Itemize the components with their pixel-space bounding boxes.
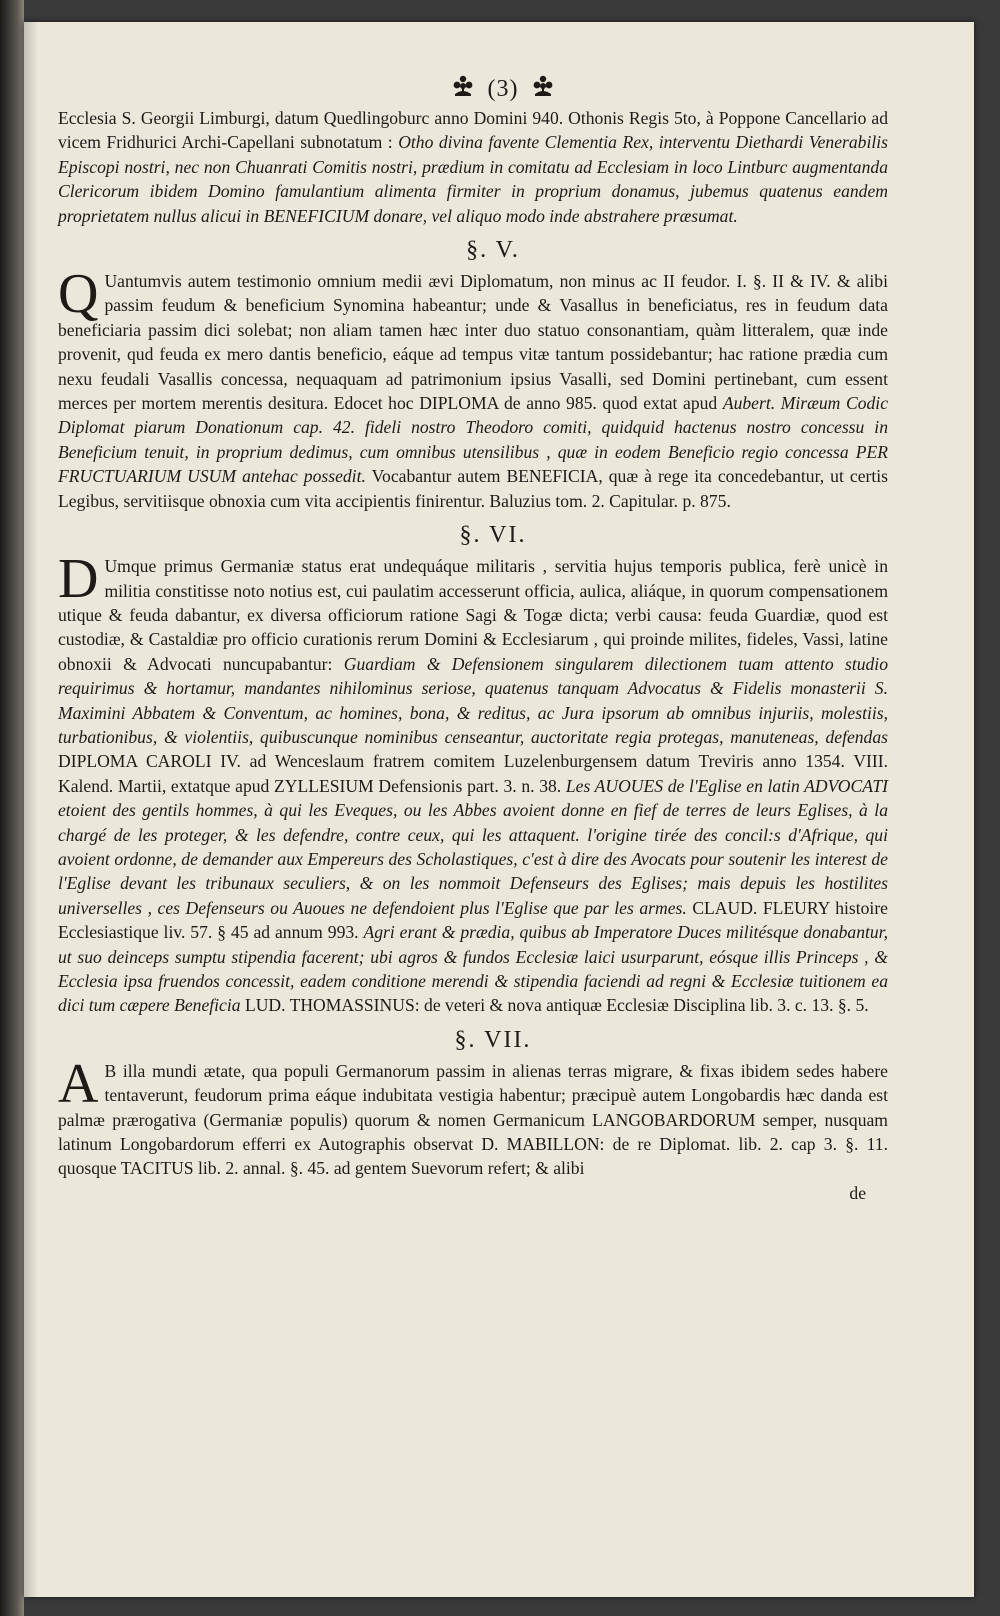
section-6-citation-2: CLAUD. FLEURY histoire Ecclesiastique liv. 57. § 45 ad annum 993. (58, 897, 888, 943)
fleuron-right-icon (531, 74, 555, 98)
section-7-text: B illa mundi ætate, qua populi Germanorum passim in alienas terras migrare, & fixas ibidem sedes habere tentaverunt, feudorum prima eáque indubitata vestigia habentur; præcipuè autem Longobardis hæc danda est palmæ prærogativa (Germaniæ populis) quorum & nomen Germanicum LANGOBARDORUM semper, nusquam latinum Longobardorum efferri ex Autographis observat D. MABILLON: de re Diplomat. lib. 2. cap 3. §. 11. quosque TACITUS lib. 2. annal. §. 45. ad gentem Suevorum refert; & alibi (58, 1060, 888, 1179)
section-6-quote-french: Les AUOUES de l'Eglise en latin ADVOCATI etoient des gentils hommes, à qui les Eveques, ou les Abbes avoient donne en fief de terres de leurs Eglises, à la chargé de les proteger, & les defendre, contre ceux, qui les attaquent. l'origine tirée des concil:s d'Afrique, qui avoient ordonne, de demander aux Empereurs des Scholastiques, c'est à dire des Avocats pour soutenir les interest de l'Eglise devant les tribunaux seculiers, & on les nommoit Defenseurs des Eglises; mais depuis les hostilites universelles , ces Defenseurs ou Auoues ne defendoient plus l'Eglise que par les armes. (58, 775, 888, 918)
page-number: (3) (487, 76, 519, 102)
fleuron-left-icon (451, 74, 475, 98)
section-6-citation-3: LUD. THOMASSINUS: de veteri & nova antiquæ Ecclesiæ Disciplina lib. 3. c. 13. §. 5. (244, 995, 869, 1016)
section-5-text-1: Uantumvis autem testimonio omnium medii ævi Diplomatum, non minus ac II feudor. I. §. II & IV. & alibi passim feudum & beneficium Synomina habeantur; unde & Vasallus in beneficiatus, res in feudum data beneficiaria passim dici solebat; non aliam tamen hæc inter duo statuo consonantiam, quàm litteralem, quæ inde provenit, qud feuda ex mero dantis beneficio, eáque ad tempus vitæ tantum possidebantur; hac ratione prædia cum nexu feudali Vasallis concessa, nequaquam ad patrimonium ipsius Vasalli, sed Domini pertinebant, cum essent merces per mortem merentis desitura. Edocet hoc DIPLOMA de anno 985. quod extat apud (58, 271, 888, 414)
section-heading-5: §. V. (466, 237, 520, 264)
section-6-citation-1: DIPLOMA CAROLI IV. ad Wenceslaum fratrem comitem Luzelenburgensem datum Treviris anno 1354. VIII. Kalend. Martii, extatque apud ZYLLESIUM Defensionis part. 3. n. 38. (58, 751, 888, 796)
section-6-text-1: Umque primus Germaniæ status erat undequáque militaris , servitia hujus temporis publica, ferè unicè in militia constitisse noto notius est, cui paulatim accesserunt officia, aulica, aliáque, in quorum compensationem utique & feuda dabantur, ex diversa officiorum ratione Sagi & Togæ dicta; verbi causa: feuda Guardiæ, quod est custodiæ, & Castaldiæ pro officio curationis rerum Domini & Ecclesiarum , qui proinde milites, fideles, Vassi, latine obnoxii & Advocati nuncupabantur: (58, 556, 888, 674)
section-5-text-2: Vocabantur autem BENEFICIA, quæ à rege ita concedebantur, ut certis Legibus, servitiisque obnoxia cum vita accipientis finirentur. Baluzius tom. 2. Capitular. p. 875. (58, 466, 888, 511)
section-5-paragraph (58, 263, 889, 513)
intro-paragraph (58, 106, 888, 228)
section-heading-7: §. VII. (454, 1026, 532, 1053)
dropcap-q: Q (58, 263, 99, 326)
intro-quote: Otho divina favente Clementia Rex, interventu Diethardi Venerabilis Episcopi nostri, nec non Chuanrati Comitis nostri, prædium in comitatu ad Ecclesiam in loco Lintburc augmentanda Clericorum ibidem Domino famulantium alimenta firmiter in proprium donamus, jubemus quatenus eandem proprietatem nullus alicui in BENEFICIUM donare, vel aliquo modo inde abstrahere præsumat. (58, 132, 888, 226)
scan-edge (0, 0, 24, 1616)
book-page (24, 22, 974, 1597)
catchword: de (849, 1182, 866, 1203)
dropcap-a: A (58, 1052, 99, 1115)
section-7-paragraph (58, 1052, 888, 1181)
page-header (118, 74, 888, 104)
dropcap-d: D (58, 548, 99, 611)
section-6-quote-1: Guardiam & Defensionem singularem dilectionem tuam attento studio requirimus & hortamur, mandantes nihilominus seriose, quatenus tanquam Advocatus & Fidelis monasterii S. Maximini Abbatem & Conventum, ac homines, bona, & reditus, ac Jura ipsorum ab omnibus injuriis, molestiis, turbationibus, & violentiis, quibuscunque nominibus censeantur, auctoritate regia protegas, manuteneas, defendas (58, 653, 888, 747)
section-heading-6: §. VI. (459, 522, 527, 549)
intro-text: Ecclesia S. Georgii Limburgi, datum Quedlingoburc anno Domini 940. Othonis Regis 5to, à Poppone Cancellario ad vicem Fridhurici Archi-Capellani subnotatum : (58, 108, 888, 153)
page-content (58, 74, 888, 1205)
page-gutter-shadow (24, 22, 38, 1597)
section-6-paragraph (58, 548, 888, 1018)
section-6-quote-2: Agri erant & prædia, quibus ab Imperatore Duces militésque donabantur, ut suo deinceps sumptu stipendia facerent; ubi agros & fundos Ecclesiæ laici usurparunt, eósque illis Princeps , & Ecclesia ipsa fruendos concessit, eadem conditione merendi & stipendia faciendi ad regni & Ecclesiæ tuitionem ea dici tum cæpere Beneficia (58, 922, 888, 1016)
section-5-quote: Aubert. Miræum Codic Diplomat piarum Donationum cap. 42. fideli nostro Theodoro comiti, quidquid hactenus nostro concessu in Beneficium tenuit, in proprium dedimus, cum omnibus utensilibus , quæ in eodem Beneficio regio concessa PER FRUCTUARIUM USUM antehac possedit. (58, 393, 889, 487)
